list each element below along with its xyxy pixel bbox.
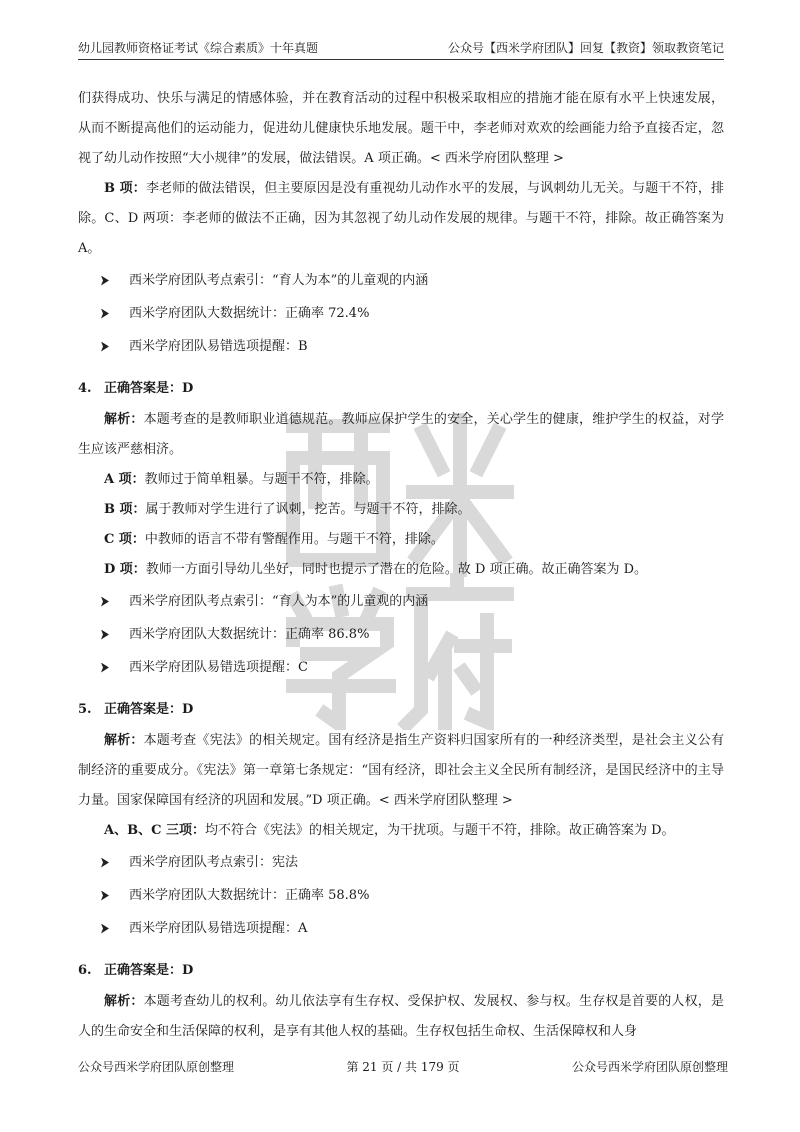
arrow-bullet-icon bbox=[101, 924, 109, 934]
arrow-bullet-icon bbox=[101, 630, 109, 640]
intro-paragraph: 们获得成功、快乐与满足的情感体验，并在教育活动的过程中积极采取相应的措施才能在原有水平上快速发展，从而不断提高他们的运动能力，促进幼儿健康快乐地发展。题干中，李老师对欢欢的绘画能力给予直接否定，忽视了幼儿动作按照“大小规律”的发展，做法错误。A 项正确。< 西米学府团队整理 > bbox=[78, 91, 724, 166]
question-5-analysis bbox=[78, 726, 724, 816]
option-label: D 项： bbox=[104, 562, 146, 577]
option-d bbox=[78, 555, 724, 585]
list-item bbox=[78, 618, 724, 651]
page-header bbox=[78, 40, 724, 60]
arrow-bullet-icon bbox=[101, 858, 109, 868]
analysis-text: 本题考查幼儿的权利。幼儿依法享有生存权、受保护权、发展权、参与权。生存权是首要的人权，是人的生命安全和生活保障的权利，是享有其他人权的基础。生存权包括生命权、生活保障权和人身 bbox=[78, 994, 724, 1039]
option-b bbox=[78, 495, 724, 525]
option-text: 均不符合《宪法》的相关规定，为干扰项。与题干不符，排除。故正确答案为 D。 bbox=[204, 823, 675, 838]
question-number: 6. bbox=[78, 963, 92, 978]
list-item bbox=[78, 879, 724, 912]
intro-option-b bbox=[78, 174, 724, 264]
list-item bbox=[78, 330, 724, 363]
question-4-heading bbox=[78, 373, 724, 405]
arrow-bullet-icon bbox=[101, 309, 109, 319]
analysis-label: 解析： bbox=[104, 994, 144, 1009]
analysis-text: 本题考查的是教师职业道德规范。教师应保护学生的安全，关心学生的健康，维护学生的权益，对学生应该严慈相济。 bbox=[78, 412, 724, 457]
option-label: A 项： bbox=[104, 472, 145, 487]
arrow-bullet-icon bbox=[101, 663, 109, 673]
bullet-text: 西米学府团队考点索引：“育人为本”的儿童观的内涵 bbox=[129, 593, 429, 609]
bullet-text: 西米学府团队大数据统计：正确率 86.8% bbox=[129, 626, 370, 642]
header-right-note: 公众号【西米学府团队】回复【教资】领取教资笔记 bbox=[447, 41, 724, 55]
analysis-label: 解析： bbox=[104, 733, 144, 748]
option-text: 中教师的语言不带有警醒作用。与题干不符，排除。 bbox=[144, 532, 444, 547]
option-a bbox=[78, 465, 724, 495]
option-text: 教师一方面引导幼儿坐好，同时也提示了潜在的危险。故 D 项正确。故正确答案为 D。 bbox=[145, 562, 648, 577]
list-item bbox=[78, 297, 724, 330]
page-footer bbox=[78, 1058, 728, 1075]
analysis-label: 解析： bbox=[104, 412, 144, 427]
header-left-title: 幼儿园教师资格证考试《综合素质》十年真题 bbox=[78, 41, 319, 55]
list-item bbox=[78, 264, 724, 297]
bullet-text: 西米学府团队易错选项提醒：B bbox=[129, 338, 308, 354]
arrow-bullet-icon bbox=[101, 342, 109, 352]
question-6-heading bbox=[78, 955, 724, 987]
bullet-text: 西米学府团队考点索引：“育人为本”的儿童观的内涵 bbox=[129, 272, 429, 288]
option-label: C 项： bbox=[104, 532, 145, 547]
bullet-text: 西米学府团队易错选项提醒：A bbox=[129, 920, 308, 936]
list-item bbox=[78, 651, 724, 684]
option-text: 教师过于简单粗暴。与题干不符，排除。 bbox=[144, 472, 379, 487]
list-item bbox=[78, 585, 724, 618]
question-number: 4. bbox=[78, 381, 92, 396]
page-number: 第 21 页 / 共 179 页 bbox=[346, 1060, 460, 1074]
question-answer: 正确答案是：D bbox=[104, 702, 194, 717]
arrow-bullet-icon bbox=[101, 891, 109, 901]
question-5-heading bbox=[78, 694, 724, 726]
arrow-bullet-icon bbox=[101, 597, 109, 607]
question-answer: 正确答案是：D bbox=[104, 381, 194, 396]
list-item bbox=[78, 912, 724, 945]
arrow-bullet-icon bbox=[101, 276, 109, 286]
option-label: A、B、C 三项： bbox=[104, 823, 205, 838]
question-number: 5. bbox=[78, 702, 92, 717]
analysis-text: 本题考查《宪法》的相关规定。国有经济是指生产资料归国家所有的一种经济类型，是社会主义公有制经济的重要成分。《宪法》第一章第七条规定：“国有经济，即社会主义全民所有制经济，是国民经济中的主导力量。国家保障国有经济的巩固和发展。”D 项正确。< 西米学府团队整理 > bbox=[78, 733, 724, 808]
option-c bbox=[78, 525, 724, 555]
question-answer: 正确答案是：D bbox=[104, 963, 194, 978]
footer-left: 公众号西米学府团队原创整理 bbox=[78, 1060, 235, 1074]
option-label: B 项： bbox=[104, 181, 146, 196]
page-content bbox=[78, 84, 724, 1047]
bullet-text: 西米学府团队易错选项提醒：C bbox=[129, 659, 308, 675]
footer-right: 公众号西米学府团队原创整理 bbox=[571, 1060, 728, 1074]
bullet-text: 西米学府团队考点索引：宪法 bbox=[129, 854, 299, 870]
bullet-text: 西米学府团队大数据统计：正确率 72.4% bbox=[129, 305, 370, 321]
question-4-analysis bbox=[78, 405, 724, 465]
list-item bbox=[78, 846, 724, 879]
question-6-analysis bbox=[78, 987, 724, 1047]
bullet-text: 西米学府团队大数据统计：正确率 58.8% bbox=[129, 887, 370, 903]
option-label: B 项： bbox=[104, 502, 146, 517]
option-abc bbox=[78, 816, 724, 846]
option-text: 属于教师对学生进行了讽刺，挖苦。与题干不符，排除。 bbox=[145, 502, 471, 517]
option-text: 李老师的做法错误，但主要原因是没有重视幼儿动作水平的发展，与讽刺幼儿无关。与题干不符，排除。C、D 两项：李老师的做法不正确，因为其忽视了幼儿动作发展的规律。与题干不符，排除。故正确答案为 A。 bbox=[78, 181, 724, 256]
